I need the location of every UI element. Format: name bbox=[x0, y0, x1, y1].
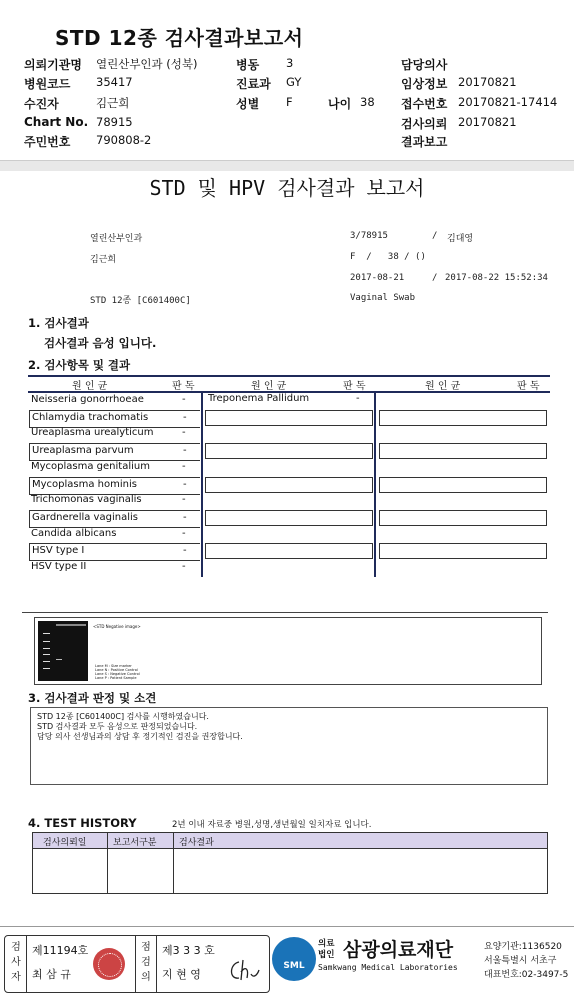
opinion-box bbox=[30, 707, 548, 785]
col-header-group-3 bbox=[375, 375, 550, 393]
inspector-seal-icon bbox=[93, 948, 125, 980]
pathogen-name: Neisseria gonorrhoeae bbox=[31, 394, 144, 405]
list-item bbox=[29, 493, 199, 509]
empty-result-cell bbox=[379, 477, 547, 493]
gel-image-frame bbox=[34, 617, 542, 685]
pathogen-result: - bbox=[183, 545, 187, 556]
list-item bbox=[29, 543, 200, 561]
value-department: GY bbox=[286, 75, 302, 89]
pathogen-result: - bbox=[182, 427, 186, 438]
inspector-name: 최 삼 규 bbox=[32, 968, 71, 981]
label-receipt-no: 접수번호 bbox=[401, 97, 448, 111]
list-item bbox=[29, 460, 199, 476]
report-date-from: 2017-08-21 bbox=[350, 273, 405, 283]
section2-heading: 2. 검사항목 및 결과 bbox=[28, 358, 131, 372]
report-date-to: 2017-08-22 15:52:34 bbox=[445, 273, 548, 283]
pathogen-result: - bbox=[182, 461, 186, 472]
empty-result-cell bbox=[205, 410, 373, 426]
empty-result-cell bbox=[379, 410, 547, 426]
label-clinical-info: 임상정보 bbox=[401, 77, 448, 91]
report-hospital: 열린산부인과 bbox=[90, 234, 143, 244]
col-header-judge-3: 판 독 bbox=[517, 381, 540, 392]
empty-result-cell bbox=[205, 543, 373, 559]
value-ward: 3 bbox=[286, 56, 294, 70]
pathogen-result: - bbox=[183, 479, 187, 490]
pathogen-result: - bbox=[182, 394, 186, 405]
signature-footer bbox=[0, 926, 574, 1001]
value-sex: F bbox=[286, 95, 293, 109]
label-sex: 성별 bbox=[236, 97, 260, 111]
corp-type: 의료법인 bbox=[318, 939, 335, 960]
corp-code: 요양기관:1136520 bbox=[484, 942, 562, 952]
report-slash-1: / bbox=[432, 231, 438, 241]
reviewer-no: 제3 3 3 호 bbox=[162, 944, 215, 957]
inspector-label: 검사자 bbox=[11, 942, 21, 983]
col-header-group-1 bbox=[28, 375, 203, 393]
pathogen-name: Ureaplasma urealyticum bbox=[31, 427, 154, 438]
report-patient: 김근희 bbox=[90, 255, 117, 265]
pathogen-name: Mycoplasma genitalium bbox=[31, 461, 150, 472]
pathogen-result: - bbox=[183, 512, 187, 523]
corp-phone: 대표번호:02-3497-5 bbox=[484, 970, 569, 980]
history-table bbox=[32, 832, 548, 894]
pathogen-name: Trichomonas vaginalis bbox=[31, 494, 142, 505]
opinion-line: 담당 의사 선생님과의 상담 후 정기적인 검진을 권장합니다. bbox=[37, 732, 243, 741]
section1-result-text: 검사결과 음성 입니다. bbox=[44, 336, 157, 350]
signature-box bbox=[4, 935, 270, 993]
gel-caption: <STD Negative image> bbox=[93, 624, 141, 629]
pathogen-name: HSV type I bbox=[32, 545, 85, 556]
value-receipt-no: 20170821-17414 bbox=[458, 95, 558, 109]
gel-legend-item: Lane P : Patient Sample bbox=[95, 676, 137, 680]
corp-address: 서울특별시 서초구 bbox=[484, 956, 557, 966]
label-department: 진료과 bbox=[236, 77, 271, 91]
opinion-line: STD 검사결과 모두 음성으로 판정되었습니다. bbox=[37, 722, 198, 731]
opinion-line: STD 12종 [C601400C] 검사를 시행하였습니다. bbox=[37, 712, 209, 721]
history-note: 2년 이내 자료중 병원,성명,생년월일 일치자료 입니다. bbox=[172, 820, 372, 830]
col-header-pathogen-2: 원 인 균 bbox=[251, 381, 287, 392]
report-chart-doctor: 3/78915 bbox=[350, 231, 388, 241]
list-item bbox=[29, 443, 200, 461]
label-age: 나이 bbox=[328, 97, 352, 111]
report-doctor: 김대영 bbox=[447, 234, 474, 244]
pathogen-name: Ureaplasma parvum bbox=[32, 445, 134, 456]
empty-result-cell bbox=[379, 543, 547, 559]
label-patient: 수진자 bbox=[24, 97, 59, 111]
gel-legend-item: Lane M : Size marker bbox=[95, 664, 132, 668]
header-separator bbox=[0, 160, 574, 171]
list-item bbox=[29, 527, 199, 543]
list-item bbox=[29, 393, 199, 409]
list-item bbox=[29, 560, 199, 576]
section3-heading: 3. 검사결과 판정 및 소견 bbox=[28, 691, 157, 705]
inspector-no: 제11194호 bbox=[32, 944, 89, 957]
empty-result-cell bbox=[379, 510, 547, 526]
pathogen-result: - bbox=[182, 528, 186, 539]
value-clinical-info: 20170821 bbox=[458, 75, 517, 89]
column-divider-1 bbox=[201, 391, 203, 577]
signature-icon bbox=[227, 956, 261, 984]
label-chart-no: Chart No. bbox=[24, 115, 89, 129]
label-resident-no: 주민번호 bbox=[24, 135, 71, 149]
value-chart-no: 78915 bbox=[96, 115, 133, 129]
history-table-header bbox=[33, 833, 547, 849]
report-title: STD 및 HPV 검사결과 보고서 bbox=[149, 176, 425, 200]
reviewer-name: 지 현 영 bbox=[162, 968, 201, 981]
pathogen-result: - bbox=[356, 393, 360, 404]
gel-legend-item: Lane S : Negative Control bbox=[95, 672, 140, 676]
sml-logo-text: SML bbox=[283, 961, 305, 971]
gel-legend bbox=[95, 664, 140, 680]
document-title: STD 12종 검사결과보고서 bbox=[55, 26, 304, 50]
section4-heading: 4. TEST HISTORY bbox=[28, 816, 137, 830]
pathogen-name: Treponema Pallidum bbox=[208, 393, 310, 404]
pathogen-name: Gardnerella vaginalis bbox=[32, 512, 138, 523]
value-patient: 김근희 bbox=[96, 96, 130, 110]
report-sex-age: F / 38 / () bbox=[350, 252, 426, 262]
col-header-group-2 bbox=[203, 375, 375, 393]
value-request-date: 20170821 bbox=[458, 115, 517, 129]
value-hospital-code: 35417 bbox=[96, 75, 133, 89]
corp-name-en: Samkwang Medical Laboratories bbox=[318, 963, 458, 972]
value-age: 38 bbox=[360, 95, 375, 109]
empty-result-cell bbox=[205, 443, 373, 459]
col-header-judge-1: 판 독 bbox=[172, 381, 195, 392]
reviewer-label: 점검의 bbox=[141, 942, 151, 983]
pathogen-name: Candida albicans bbox=[31, 528, 117, 539]
col-header-judge-2: 판 독 bbox=[343, 381, 366, 392]
pathogen-name: HSV type II bbox=[31, 561, 87, 572]
pathogen-name: Mycoplasma hominis bbox=[32, 479, 137, 490]
gel-image bbox=[38, 621, 88, 681]
list-item bbox=[208, 393, 368, 409]
pathogen-result: - bbox=[182, 494, 186, 505]
empty-result-cell bbox=[205, 510, 373, 526]
pathogen-name: Chlamydia trachomatis bbox=[32, 412, 149, 423]
label-institution: 의뢰기관명 bbox=[24, 58, 82, 72]
column-divider-2 bbox=[374, 391, 376, 577]
value-institution: 열린산부인과 (성북) bbox=[96, 57, 198, 71]
history-col-request-date: 검사의뢰일 bbox=[43, 838, 87, 848]
sml-logo-icon bbox=[272, 937, 316, 981]
section1-heading: 1. 검사결과 bbox=[28, 316, 89, 330]
list-item bbox=[29, 426, 199, 442]
opinion-text bbox=[37, 712, 243, 742]
empty-result-cell bbox=[379, 443, 547, 459]
col-header-pathogen-1: 원 인 균 bbox=[72, 381, 108, 392]
history-col-report-type: 보고서구분 bbox=[113, 838, 157, 848]
label-hospital-code: 병원코드 bbox=[24, 77, 71, 91]
corp-name: 삼광의료재단 bbox=[343, 939, 454, 961]
report-slash-2: / bbox=[432, 273, 438, 283]
empty-result-cell bbox=[205, 477, 373, 493]
gel-legend-item: Lane N : Positive Control bbox=[95, 668, 138, 672]
section-divider bbox=[22, 612, 548, 613]
col-header-pathogen-3: 원 인 균 bbox=[425, 381, 461, 392]
history-col-result: 검사결과 bbox=[179, 838, 214, 848]
label-doctor: 담당의사 bbox=[401, 58, 448, 72]
label-ward: 병동 bbox=[236, 58, 260, 72]
report-header bbox=[0, 0, 574, 170]
pathogen-result: - bbox=[182, 561, 186, 572]
report-test-code: STD 12종 [C601400C] bbox=[90, 296, 191, 306]
label-result-report: 결과보고 bbox=[401, 135, 448, 149]
list-item bbox=[29, 510, 200, 528]
report-specimen: Vaginal Swab bbox=[350, 293, 416, 303]
pathogen-result: - bbox=[183, 445, 187, 456]
label-request-date: 검사의뢰 bbox=[401, 117, 448, 131]
pathogen-result: - bbox=[183, 412, 187, 423]
value-resident-no: 790808-2 bbox=[96, 133, 152, 147]
